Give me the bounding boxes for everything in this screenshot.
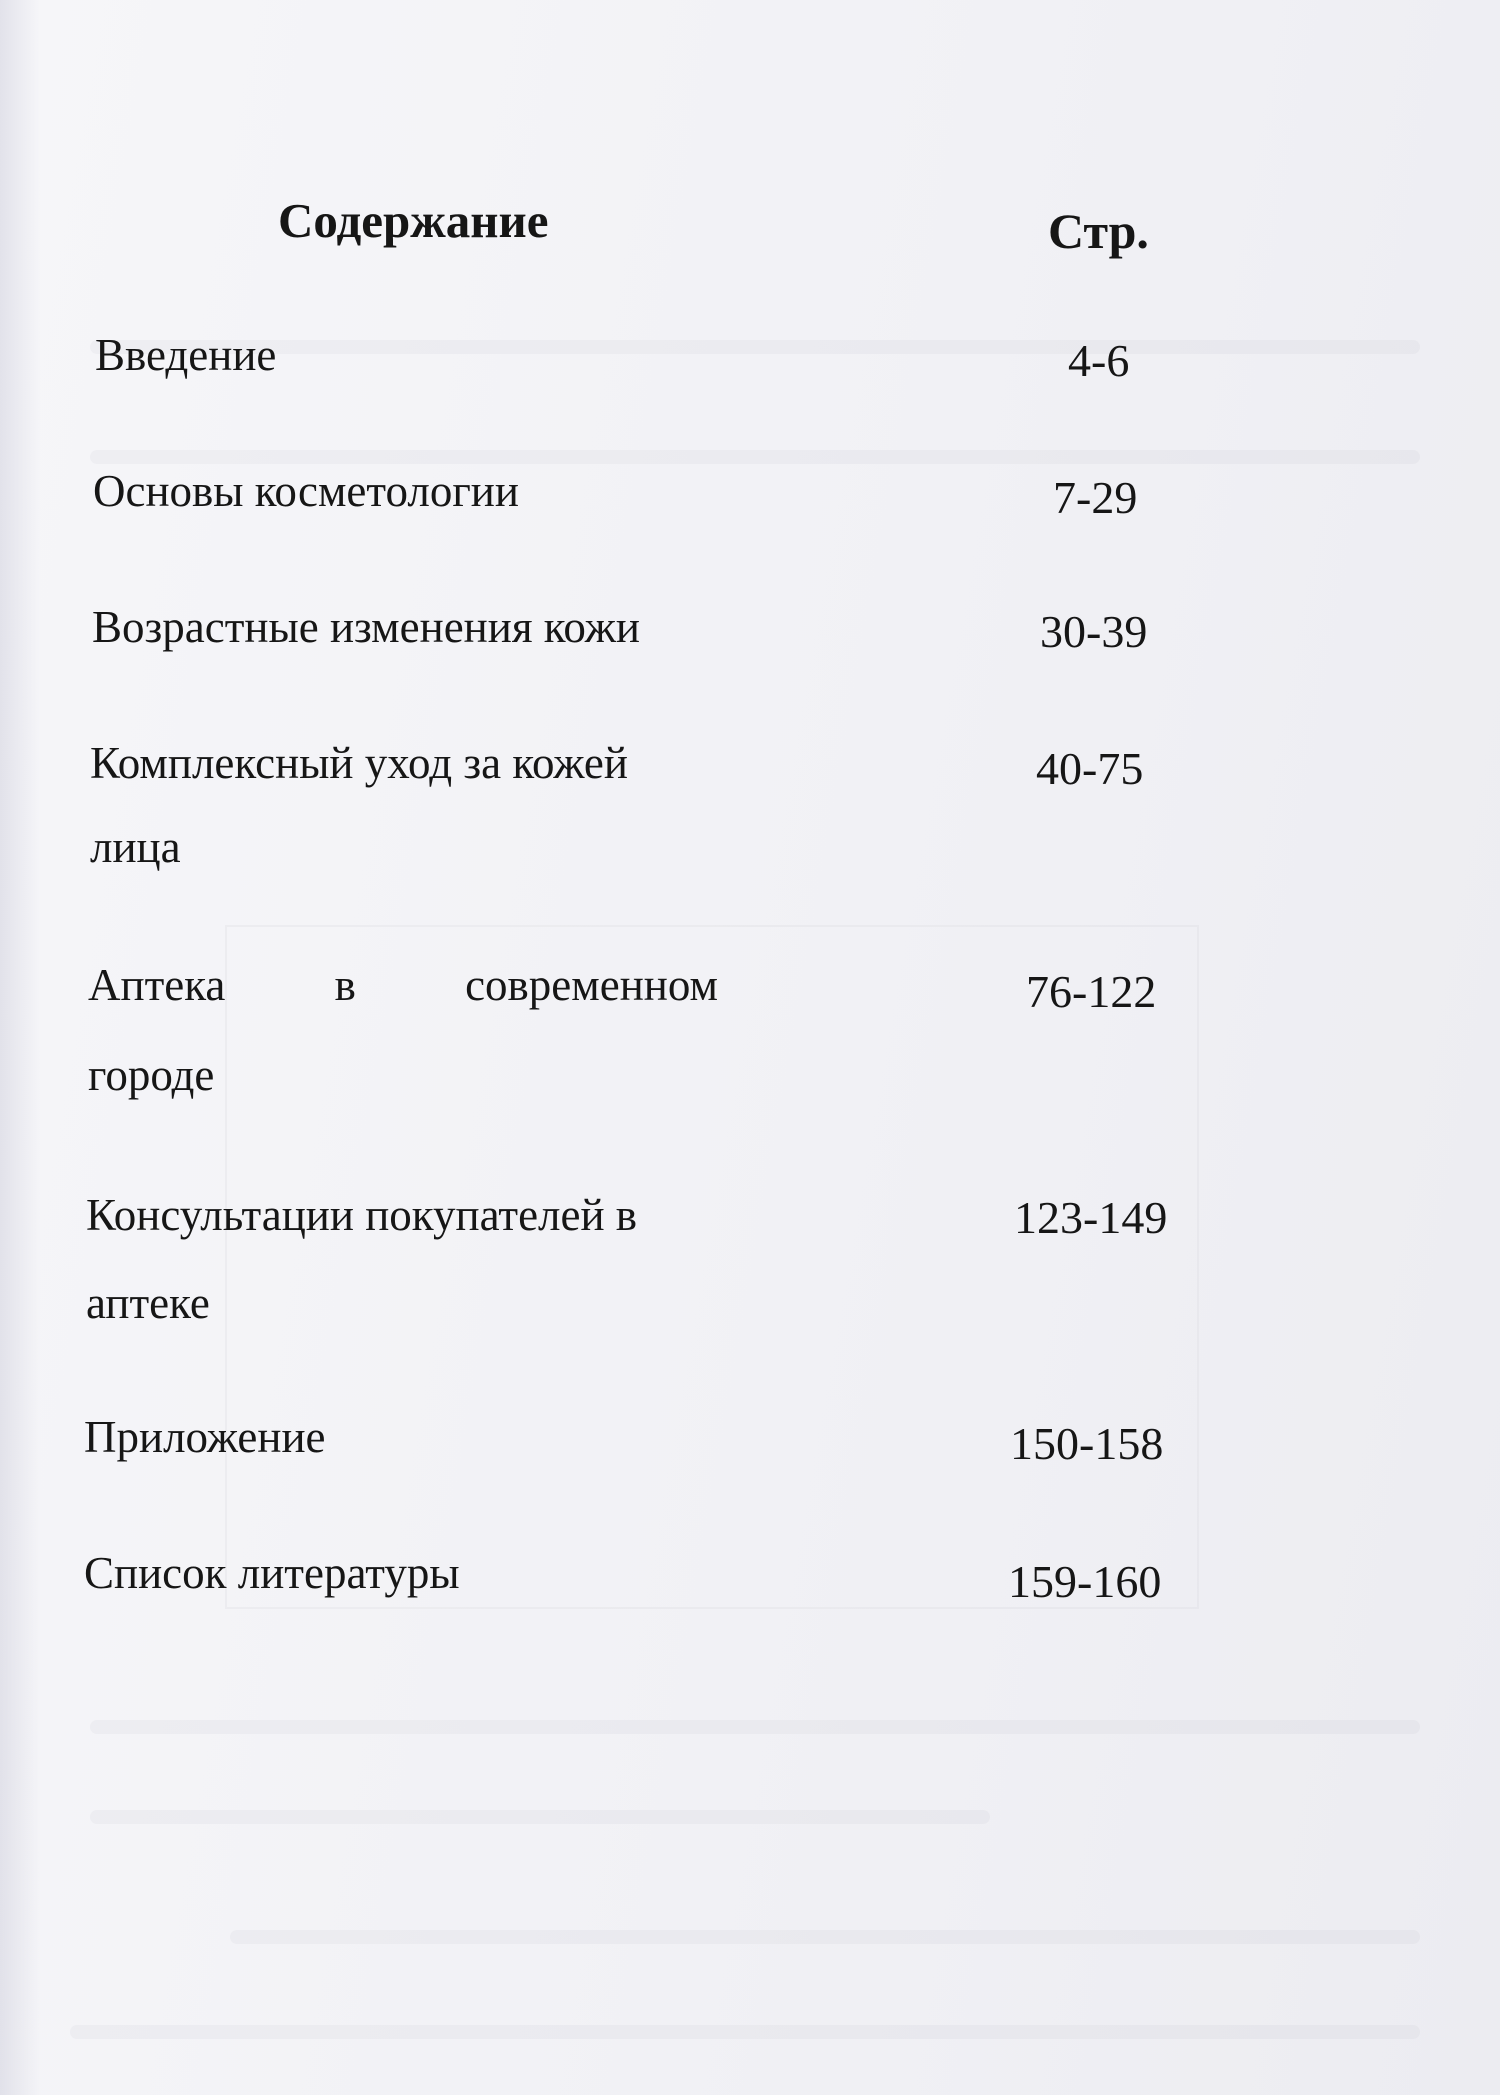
toc-entry-word: современном xyxy=(465,960,718,1010)
toc-entry-word: в xyxy=(334,960,356,1010)
toc-entry-label: Основы косметологии xyxy=(93,466,519,516)
toc-entry-pages: 123-149 xyxy=(1014,1192,1168,1243)
toc-entry-label: Введение xyxy=(95,330,277,380)
bleed-through-line xyxy=(70,2025,1420,2039)
toc-entry-pages: 159-160 xyxy=(1008,1556,1162,1607)
page-edge-shadow xyxy=(0,0,40,2095)
bleed-through-frame xyxy=(225,925,1199,1609)
bleed-through-line xyxy=(90,1810,990,1824)
bleed-through-line xyxy=(90,450,1420,464)
toc-entry-label-continued: городе xyxy=(88,1050,215,1100)
toc-entry-label: Список литературы xyxy=(84,1548,460,1598)
toc-entry-pages: 4-6 xyxy=(1068,335,1130,386)
toc-entry-pages: 7-29 xyxy=(1053,472,1138,523)
toc-entry-label: Приложение xyxy=(84,1412,326,1462)
toc-entry-word: Аптека xyxy=(88,960,226,1010)
toc-title: Содержание xyxy=(278,193,549,248)
toc-entry-pages: 30-39 xyxy=(1040,606,1148,657)
toc-entry-pages: 76-122 xyxy=(1026,966,1157,1017)
toc-entry-pages: 40-75 xyxy=(1036,743,1144,794)
toc-entry-label: Комплексный уход за кожей xyxy=(90,738,628,788)
bleed-through-line xyxy=(90,1720,1420,1734)
toc-page-column-header: Стр. xyxy=(1048,203,1149,259)
toc-entry-pages: 150-158 xyxy=(1010,1418,1164,1469)
toc-entry-label: Возрастные изменения кожи xyxy=(92,602,640,652)
toc-entry-label-continued: лица xyxy=(90,822,181,872)
toc-entry-label xyxy=(88,960,718,1012)
toc-entry-label-continued: аптеке xyxy=(86,1278,210,1328)
bleed-through-line xyxy=(90,340,1420,354)
toc-entry-label: Консультации покупателей в xyxy=(86,1190,638,1240)
bleed-through-line xyxy=(230,1930,1420,1944)
